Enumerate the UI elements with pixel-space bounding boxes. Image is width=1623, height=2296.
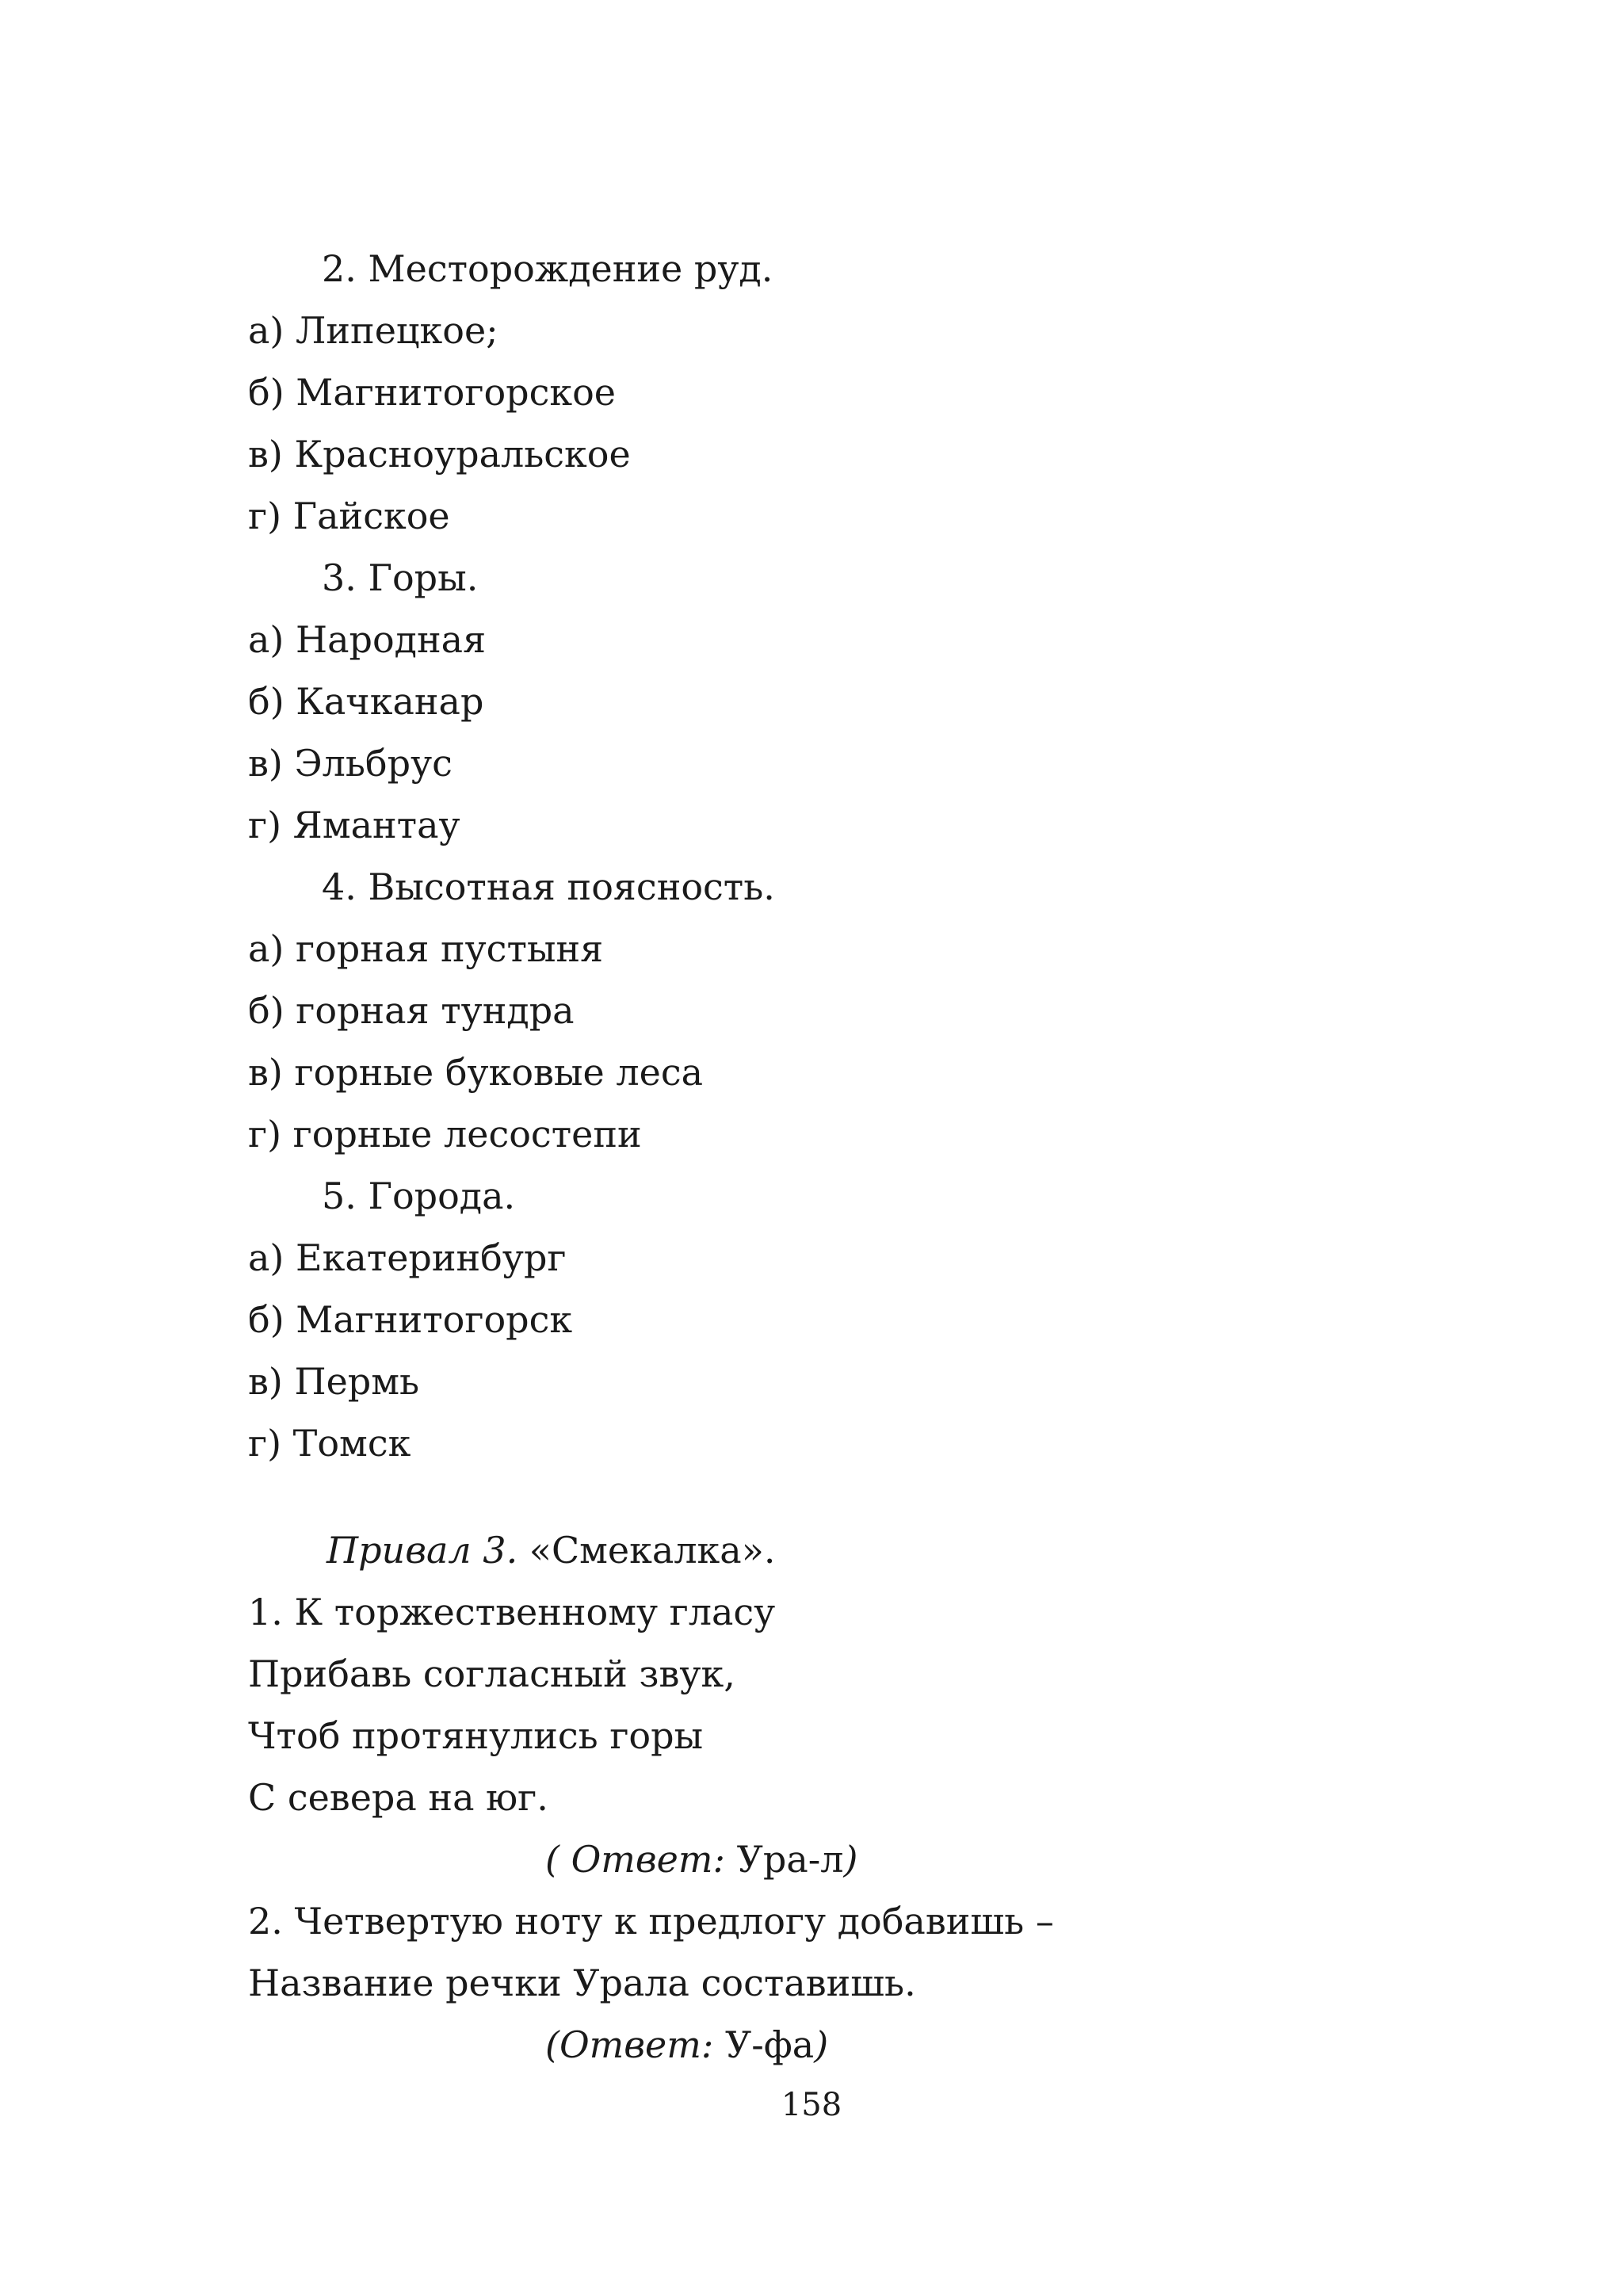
riddle-1-line-4: С севера на юг. (248, 1776, 548, 1819)
q5-option-b: б) Магнитогорск (248, 1298, 573, 1341)
q2-option-d: г) Гайское (248, 495, 450, 537)
answer-2-close: ) (814, 2023, 829, 2066)
q2-option-a: а) Липецкое; (248, 309, 498, 352)
riddle-1-line-2: Прибавь согласный звук, (248, 1652, 735, 1695)
q4-option-b: б) горная тундра (248, 989, 575, 1032)
riddle-2-answer (545, 2021, 828, 2069)
rest-stop-title (327, 1526, 776, 1574)
q2-option-b: б) Магнитогорское (248, 371, 617, 414)
question-4-heading: 4. Высотная поясность. (322, 865, 775, 908)
q3-option-b: б) Качканар (248, 680, 484, 723)
answer-2-label: (Ответ: (545, 2023, 714, 2066)
q3-option-d: г) Ямантау (248, 804, 460, 846)
answer-1-close: ) (843, 1838, 858, 1881)
q4-option-d: г) горные лесостепи (248, 1113, 642, 1156)
q5-option-a: а) Екатеринбург (248, 1236, 567, 1279)
q2-option-c: в) Красноуральское (248, 433, 631, 476)
riddle-1-line-3: Чтоб протянулись горы (248, 1714, 704, 1757)
rest-stop-name: «Смекалка». (517, 1529, 776, 1572)
riddle-2-line-2: Название речки Урала составишь. (248, 1962, 916, 2004)
q3-option-c: в) Эльбрус (248, 742, 453, 785)
riddle-2-line-1: 2. Четвертую ноту к предлогу добавишь – (248, 1900, 1054, 1943)
question-2-heading: 2. Месторождение руд. (322, 247, 773, 290)
q5-option-c: в) Пермь (248, 1360, 420, 1403)
riddle-1-line-1: 1. К торжественному гласу (248, 1591, 776, 1633)
page-number: 158 (781, 2087, 842, 2123)
answer-1-label: ( Ответ: (545, 1838, 726, 1881)
question-5-heading: 5. Города. (322, 1175, 516, 1217)
q3-option-a: а) Народная (248, 618, 487, 661)
rest-stop-label: Привал 3. (327, 1529, 518, 1572)
answer-2-value: У-фа (713, 2023, 815, 2066)
q4-option-c: в) горные буковые леса (248, 1051, 704, 1094)
q5-option-d: г) Томск (248, 1422, 411, 1465)
question-3-heading: 3. Горы. (322, 556, 479, 599)
riddle-1-answer (545, 1836, 857, 1883)
q4-option-a: а) горная пустыня (248, 927, 604, 970)
answer-1-value: Ура-л (725, 1838, 844, 1881)
